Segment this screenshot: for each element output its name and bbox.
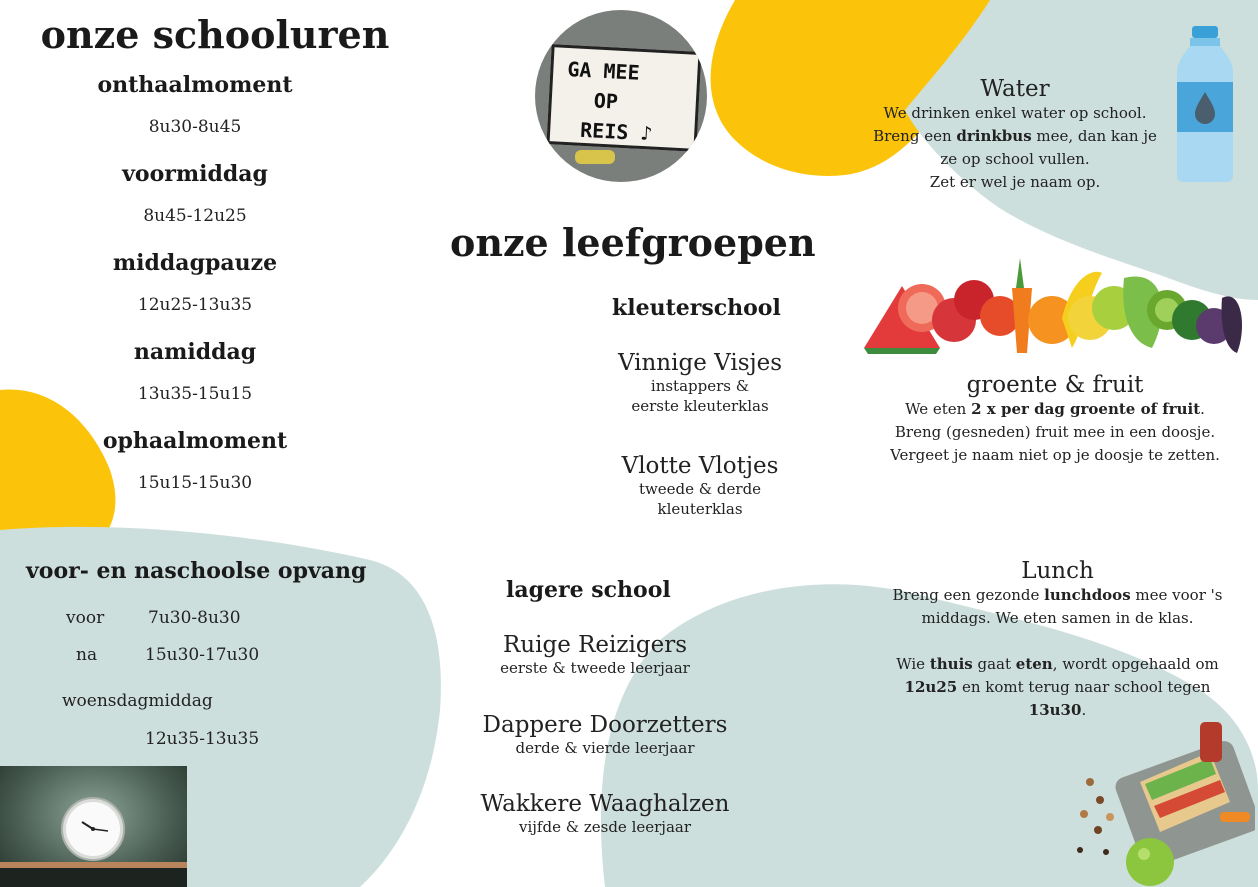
water-title: Water [980, 76, 1050, 102]
lunch-line: 12u25 en komt terug naar school tegen [904, 678, 1211, 696]
groups-title: onze leefgroepen [450, 220, 816, 265]
fruit-title: groente & fruit [966, 372, 1144, 398]
lightbox-line2: OP [593, 88, 619, 114]
group-name: Ruige Reizigers [502, 632, 688, 658]
fruit-line: We eten 2 x per dag groente of fruit. [905, 400, 1205, 418]
group-item [460, 791, 750, 837]
group-sub: kleuterklas [657, 500, 743, 518]
schedule-label: ophaalmoment [102, 428, 288, 454]
group-sub: tweede & derde [638, 480, 762, 498]
water-bottle-icon [1170, 24, 1240, 184]
water-line: ze op school vullen. [940, 150, 1090, 168]
group-item [460, 632, 730, 678]
group-item [590, 350, 810, 416]
lunch-line: Wie thuis gaat eten, wordt opgehaald om [896, 655, 1219, 673]
kleuter-title: kleuterschool [612, 295, 781, 321]
lightbox-line1: GA MEE [566, 57, 641, 85]
group-item [460, 712, 750, 758]
group-item [590, 453, 810, 519]
schedule-label: onthaalmoment [97, 72, 293, 98]
clock-icon [60, 796, 126, 862]
schedule-label: middagpauze [112, 250, 278, 276]
group-name: Vlotte Vlotjes [621, 453, 779, 479]
schedule-label: namiddag [133, 339, 257, 365]
fruit-line: Breng (gesneden) fruit mee in een doosje. [894, 423, 1216, 441]
fruit-line: Vergeet je naam niet op je doosje te zetten. [890, 446, 1220, 464]
group-sub: vijfde & zesde leerjaar [519, 818, 691, 836]
lunchbox-image [1070, 722, 1255, 887]
water-line: Zet er wel je naam op. [929, 173, 1101, 191]
schedule-title: onze schooluren [40, 12, 390, 57]
group-sub: derde & vierde leerjaar [515, 739, 695, 757]
clock-photo [0, 766, 187, 887]
lightbox-photo [535, 10, 707, 182]
care-label-voor: voor [66, 608, 105, 628]
group-name: Vinnige Visjes [617, 350, 783, 376]
group-name: Dappere Doorzetters [482, 712, 728, 738]
lunch-title: Lunch [1021, 558, 1094, 584]
lunch-line: Breng een gezonde lunchdoos mee voor 's [892, 586, 1223, 604]
lunch-section [860, 558, 1255, 722]
care-wednesday-time: 12u35-13u35 [145, 729, 260, 749]
schedule-list [45, 72, 345, 498]
group-sub: instappers & [650, 377, 750, 395]
care-time-na: 15u30-17u30 [145, 645, 260, 665]
schedule-time: 15u15-15u30 [137, 473, 253, 493]
group-name: Wakkere Waaghalzen [480, 791, 730, 817]
water-section [850, 76, 1180, 194]
group-sub: eerste & tweede leerjaar [500, 659, 690, 677]
schedule-time: 12u25-13u35 [137, 295, 253, 315]
fruit-vegetables-image [862, 248, 1247, 358]
care-time-voor: 7u30-8u30 [148, 608, 241, 628]
schedule-label: voormiddag [122, 161, 268, 187]
group-sub: eerste kleuterklas [631, 397, 769, 415]
schedule-time: 8u45-12u25 [143, 206, 247, 226]
water-line: Breng een drinkbus mee, dan kan je [873, 127, 1157, 145]
care-label-na: na [76, 645, 98, 665]
lightbox-line3: REIS ♪ [579, 117, 654, 146]
schedule-time: 8u30-8u45 [148, 117, 242, 137]
lunch-line: 13u30. [1028, 701, 1087, 719]
water-line: We drinken enkel water op school. [883, 104, 1147, 122]
schedule-time: 13u35-15u15 [137, 384, 253, 404]
fruit-section [855, 372, 1255, 467]
lunch-line: middags. We eten samen in de klas. [921, 609, 1194, 627]
lager-title: lagere school [506, 577, 671, 603]
care-wednesday-label: woensdagmiddag [62, 691, 213, 711]
care-title: voor- en naschoolse opvang [26, 558, 367, 584]
